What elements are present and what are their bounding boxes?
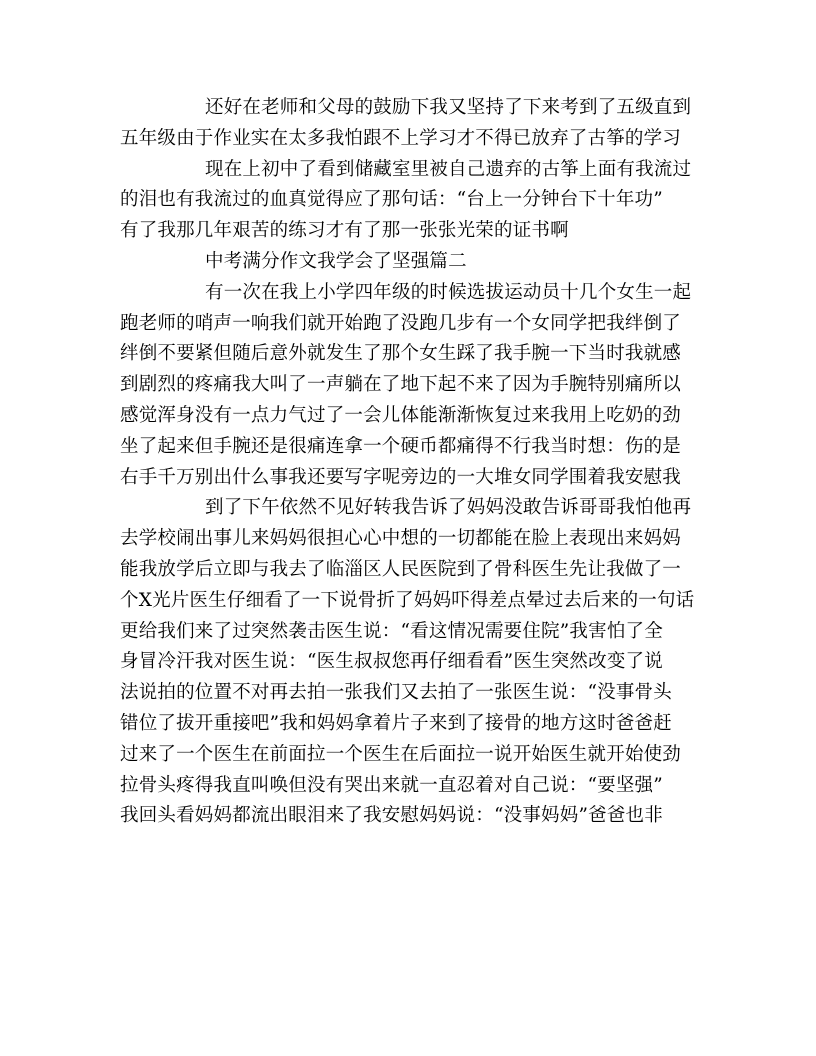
text-line: 错位了拔开重接吧”我和妈妈拿着片子来到了接骨的地方这时爸爸赶 <box>120 712 672 734</box>
text-line: 现在上初中了看到储藏室里被自己遗弃的古筝上面有我流过 <box>205 158 692 180</box>
text-line: 的泪也有我流过的血真觉得应了那句话：“台上一分钟台下十年功” <box>120 189 663 211</box>
text-line: 去学校闹出事儿来妈妈很担心心中想的一切都能在脸上表现出来妈妈 <box>120 528 682 550</box>
text-line: 坐了起来但手腕还是很痛连拿一个硬币都痛得不行我当时想：伤的是 <box>120 435 682 457</box>
text-line: 拉骨头疼得我直叫唤但没有哭出来就一直忍着对自己说：“要坚强” <box>120 774 663 796</box>
text-line: 我回头看妈妈都流出眼泪来了我安慰妈妈说：“没事妈妈”爸爸也非 <box>120 805 663 827</box>
section-heading: 中考满分作文我学会了坚强篇二 <box>205 250 467 272</box>
text-line: 到剧烈的疼痛我大叫了一声躺在了地下起不来了因为手腕特别痛所以 <box>120 374 682 396</box>
text-line: 有一次在我上小学四年级的时候选拔运动员十几个女生一起 <box>205 281 692 303</box>
text-line: 还好在老师和父母的鼓励下我又坚持了下来考到了五级直到 <box>205 97 692 118</box>
text-line: 右手千万别出什么事我还要写字呢旁边的一大堆女同学围着我安慰我 <box>120 466 682 488</box>
text-line: 更给我们来了过突然袭击医生说：“看这情况需要住院”我害怕了全 <box>120 620 663 642</box>
text-line: 身冒冷汗我对医生说：“医生叔叔您再仔细看看”医生突然改变了说 <box>120 651 663 673</box>
body-text <box>120 93 700 832</box>
text-line: 法说拍的位置不对再去拍一张我们又去拍了一张医生说：“没事骨头 <box>120 682 672 704</box>
text-line: 绊倒不要紧但随后意外就发生了那个女生踩了我手腕一下当时我就感 <box>120 343 682 365</box>
text-line: 感觉浑身没有一点力气过了一会儿体能渐渐恢复过来我用上吃奶的劲 <box>120 404 682 426</box>
text-line: 跑老师的哨声一响我们就开始跑了没跑几步有一个女同学把我绊倒了 <box>120 312 682 334</box>
text-line: 五年级由于作业实在太多我怕跟不上学习才不得已放弃了古筝的学习 <box>120 127 682 149</box>
text-line: 过来了一个医生在前面拉一个医生在后面拉一说开始医生就开始使劲 <box>120 743 682 765</box>
text-line: 到了下午依然不见好转我告诉了妈妈没敢告诉哥哥我怕他再 <box>205 497 692 519</box>
text-line: 能我放学后立即与我去了临淄区人民医院到了骨科医生先让我做了一 <box>120 558 682 580</box>
text-line: 个X光片医生仔细看了一下说骨折了妈妈吓得差点晕过去后来的一句话 <box>120 589 695 611</box>
text-line: 有了我那几年艰苦的练习才有了那一张张光荣的证书啊 <box>120 220 569 242</box>
